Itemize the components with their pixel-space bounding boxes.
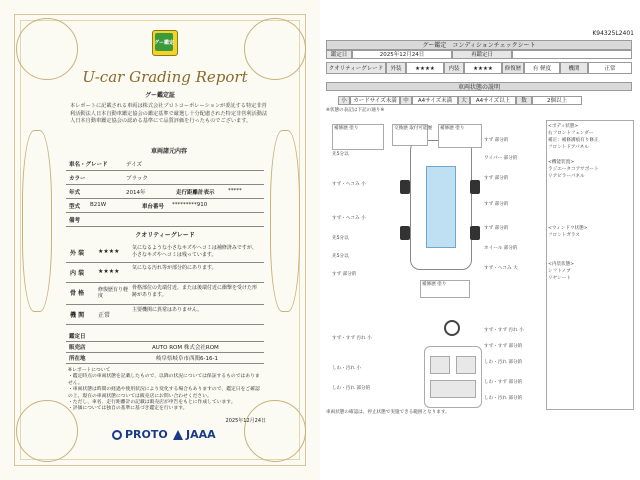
recheck-date-value	[512, 50, 632, 59]
spec-key: 車名・グレード	[69, 162, 108, 168]
spec-extra-key: 車台番号	[142, 204, 165, 210]
damage-label: しわ・汚れ 部分的	[484, 396, 523, 401]
spec-key: 型式	[69, 204, 81, 210]
grade-desc: 骨格部位の先端付近、または後端付近に衝撃を受けた形跡があります。	[132, 285, 258, 298]
grade-desc: 気になる汚れ等が部分的にあります。	[132, 265, 217, 271]
engine-val: 正常	[588, 62, 632, 74]
side-note: フロントドアパネル	[548, 145, 589, 150]
damage-label: 補修歴 塗り	[440, 126, 465, 131]
size-small-key: 小	[338, 96, 350, 105]
damage-label: すず 部分的	[484, 138, 509, 143]
size-mid-val: A4サイズ未満	[412, 96, 458, 105]
grade-stars: ★★★★	[98, 248, 120, 255]
shop-key: 販売店	[69, 345, 86, 351]
corner-ornament-tl	[16, 18, 78, 80]
spec-row-model	[66, 198, 264, 213]
damage-label: すず・ヘコみ 小	[332, 182, 366, 187]
damage-label: しわ・汚れ 部分的	[332, 386, 371, 391]
spec-row-name	[66, 156, 264, 171]
grade-key: 機 関	[70, 312, 85, 319]
damage-label: 先5分以	[332, 254, 349, 259]
doc-id: K94325L2401	[592, 30, 634, 37]
side-note: <ボディ状態>	[548, 124, 579, 129]
address-value: 岐阜県岐阜市西鶉6-16-1	[156, 356, 218, 362]
engine-key: 機関	[560, 62, 588, 74]
size-large-val: A4サイズ以上	[470, 96, 516, 105]
damage-label: すず 部分的	[484, 202, 509, 207]
grade-key: 外 装	[70, 250, 85, 257]
wheel-fl-icon	[400, 180, 410, 194]
state-note: ※状態の表記は下記の通り※	[326, 108, 385, 113]
damage-label: すず・ヘコみ 小	[332, 216, 366, 221]
spec-extra-value: *********910	[172, 202, 208, 208]
damage-label: 補修歴 塗り	[422, 282, 447, 287]
quality-grade-title: クオリティーグレード	[135, 232, 195, 239]
damage-label: ワイパー 部分的	[484, 156, 518, 161]
side-note: リアピラーパネル	[548, 174, 585, 179]
car-cabin-glass	[426, 166, 456, 248]
grade-stars: 正常	[98, 312, 111, 319]
spec-value: 2014年	[126, 190, 146, 196]
recheck-date-key: 再鑑定日	[452, 50, 512, 59]
spec-key: 備考	[69, 218, 81, 224]
spec-key: カラー	[69, 176, 86, 182]
address-row	[66, 352, 264, 364]
side-note: リヤシート	[548, 276, 571, 281]
damage-label: すず・ヘコみ 大	[484, 266, 518, 271]
grade-desc: 気になるような小さなキズやヘコミは補修済みですが、小さなキズやヘコミは残っています。	[132, 245, 257, 258]
size-large-key: 大	[458, 96, 470, 105]
damage-label: すず・すず 汚れ 小	[484, 328, 524, 333]
grade-row-exterior	[66, 242, 264, 263]
rear-seat	[430, 380, 476, 398]
sheet-title: グー鑑定 コンディションチェックシート	[326, 40, 632, 50]
grade-stars: ★★★★	[98, 268, 120, 275]
condition-check-sheet	[320, 0, 640, 480]
int-key: 内装	[444, 62, 464, 74]
side-note: ラジエータコアサポート	[548, 167, 599, 172]
damage-label: すず・すず 汚れ 小	[332, 336, 372, 341]
grade-key: 内 装	[70, 270, 85, 277]
side-note: 補正：補修溝痕有り修正	[548, 138, 599, 143]
damage-label: 交換歴 取付可能歴	[394, 126, 433, 131]
jaaa-logo-icon	[173, 430, 183, 440]
grade-stars: 修復歴有り軽度	[98, 287, 129, 299]
damage-label: しわ・汚れ 小	[332, 366, 362, 371]
grade-key: 骨 格	[70, 290, 85, 297]
size-mid-key: 中	[400, 96, 412, 105]
frame-key: 修復歴	[502, 62, 524, 74]
date-key: 鑑定日	[326, 50, 352, 59]
date-value: 2025年12月24日	[352, 50, 452, 59]
shop-value: AUTO ROM 株式会社ROM	[152, 345, 219, 351]
damage-label: すず 部分的	[332, 272, 357, 277]
side-note: <ウィンドウ状態>	[548, 226, 588, 231]
badge-text: グー鑑定	[153, 40, 174, 46]
footer-note: 車両状態の確認は、停止状態で実施できる範囲となります。	[326, 410, 450, 415]
side-note: シフトノブ	[548, 269, 571, 274]
int-val: ★★★★	[464, 62, 502, 74]
report-logo-title: U-car Grading Report	[82, 68, 248, 86]
side-ornament-right	[270, 130, 300, 312]
spec-row-remarks	[66, 212, 264, 227]
spec-extra-key: 走行距離計表示	[176, 190, 215, 196]
spec-value: ブラック	[126, 176, 148, 182]
jaaa-logo-text: JAAA	[186, 428, 216, 441]
ext-val: ★★★★	[406, 62, 444, 74]
side-note: フロントガラス	[548, 233, 580, 238]
address-key: 所在地	[69, 356, 86, 362]
quality-key: クオリティーグレード	[326, 62, 386, 74]
damage-label: しわ・汚れ 部分的	[484, 360, 523, 365]
damage-label: しわ・すず 部分的	[484, 380, 523, 385]
ext-key: 外装	[386, 62, 406, 74]
proto-logo-text: PROTO	[125, 428, 168, 441]
spec-extra-value: *****	[228, 188, 242, 194]
proto-logo-icon	[112, 430, 122, 440]
grade-row-frame	[66, 282, 264, 305]
intro-text: 本レポートに記載される車両は株式会社プロトコーポレーションが委託する特定非営利活動法人日本自動車鑑定協会の鑑定基準で厳選し十分配慮された特定非営利活動法人日本自動車鑑定協会の認める基準にて品質評価を行ったものでございます。	[70, 103, 268, 125]
grade-row-engine	[66, 304, 264, 325]
damage-label: 補修歴 塗り	[334, 126, 359, 131]
wheel-rr-icon	[470, 226, 480, 240]
size-small-val: カードサイズ未満	[350, 96, 400, 105]
damage-label: すず・すず 部分的	[484, 344, 523, 349]
damage-label: すず 部分的	[484, 176, 509, 181]
side-note: <機能装置>	[548, 160, 575, 165]
spec-row-year	[66, 184, 264, 199]
damage-label: ホイール 部分的	[484, 246, 518, 251]
front-seat-right	[456, 356, 476, 374]
size-count-key: 数	[516, 96, 532, 105]
front-seat-left	[430, 356, 450, 374]
spec-row-color	[66, 170, 264, 185]
spec-value: B21W	[90, 202, 107, 208]
damage-label: 先5分以	[332, 152, 349, 157]
frame-val: 有 軽度	[524, 62, 560, 74]
damage-label: 先5分以	[332, 236, 349, 241]
spec-key: 年式	[69, 190, 81, 196]
specs-section-title: 車両諸元内容	[150, 148, 187, 155]
grade-desc: 主要機関に異常はありません。	[132, 307, 203, 313]
size-count-val: 2個以上	[532, 96, 582, 105]
spec-value: デイズ	[126, 162, 143, 168]
appraisal-date-key: 鑑定日	[69, 334, 86, 340]
side-note: <内装状態>	[548, 262, 575, 267]
side-ornament-left	[22, 130, 52, 312]
steering-wheel-icon	[444, 320, 460, 336]
certificate-subtitle: グー鑑定証	[144, 92, 175, 99]
damage-label: すず 部分的	[484, 226, 509, 231]
footer-date: 2025年12月24日	[225, 418, 266, 424]
wheel-fr-icon	[470, 180, 480, 194]
grade-row-interior	[66, 262, 264, 283]
state-title: 車両状態の説明	[326, 82, 632, 91]
report-notes: ※レポートについて ・鑑定時点の車両状態を記載したもので、以降の状況については保証するものではありません。 ・車両状態は時間の経過や使用状況により変化する場合もありますので、鑑定日をご確認の上、現在の車両状態については販売店にお問い合わせください。 ・ただし、車名、走行距離計の記載は販売店が申告をもとに作成しています。 ・評価については独自の基準に基づき鑑定を行います。	[68, 368, 260, 412]
wheel-rl-icon	[400, 226, 410, 240]
side-note: 右フロントフェンダー	[548, 131, 594, 136]
